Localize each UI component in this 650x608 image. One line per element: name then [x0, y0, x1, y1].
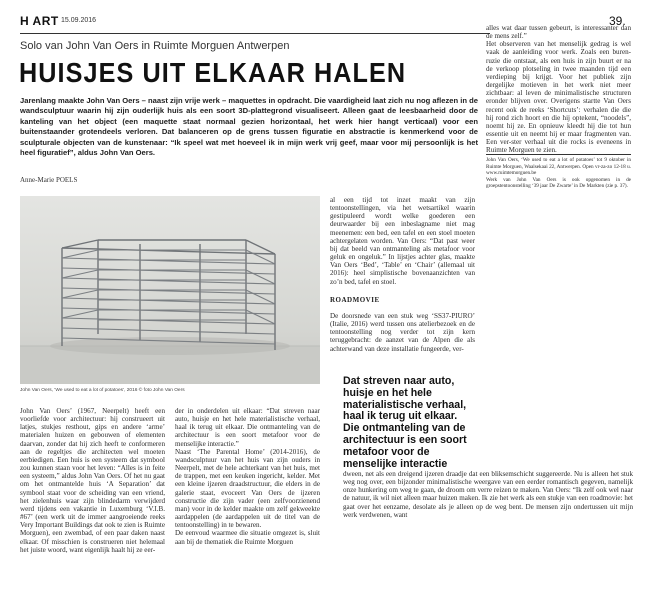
- photo-caption: John Van Oers, ‘We used to eat a lot of potatoes’, 2016 © foto John Van Oers: [20, 388, 185, 393]
- bottom-column-3: dween, net als een dreigend ijzeren draadje dat een bliksemschicht suggereerde. Nu is alleen het stuk weg nog over, een bijzonder minimalistische weergave van een eerder romantisch gegeven, namelijk onze hunkering om weg te gaan, de droom om verre reizen te maken. Van Oers: “Ik zelf ook wel naar de natuur, ik wil niet alleen maar huizen maken. Ik zie het werk als een stukje van een roadmovie: het gaat over het eenzame, desolate als je alleen op de weg bent. De mensen zijn ondertussen uit mijn werk verdwenen, want: [343, 470, 633, 519]
- info-rule: [486, 154, 631, 155]
- top-right-column: alles wat daar tussen gebeurt, is interessanter dan de mens zelf.” Het observeren van het menselijk gedrag is wel vaak de aanleiding voor werk. Zoals een buren-ruzie die ontstaat, als een huis in zijn buurt er na de verkoop plotseling in twee maanden tijd een verdieping bij krijgt. Voor het publiek zijn dergelijke motieven in het werk niet meer zichtbaar: al leven de minimalistische structuren eronder blijven over. Overigens startte Van Oers recent ook de reeks ‘Shortcuts’: verhalen die die hij rond zich hoort en die hij optekent, “noodels”, noemt hij ze. En opnieuw kleedt hij die tot hun essentie uit en neemt hij er maar fragmenten van. Een ver-ster verhaal uit die rocks is eveneens in Ruimte Morguen te zien.: [486, 24, 631, 155]
- bottom-column-2: der in onderdelen uit elkaar: “Dat streven naar auto, huisje en het hele materialistische verhaal, haal ik terug uit elkaar. Die ontmanteling van de architectuur is een soort metafoor voor de menselijke interactie.” Naast ‘The Parental Home’ (2014-2016), de wandsculptuur van het huis van zijn ouders in Neerpelt, met de hele achterkant van het huis, met de trappen, met een keuken ingericht, kelder. Met een kleine ijzeren draadstructuur, die elders in de galerie staat, evoceert Van Oers de ijzeren constructie die zijn vader (een zelfvoorzienend man) voor in de kelder maakte om zelf gekweekte aardappelen (de aardappelen uit de titel van de tentoonstelling) in te bewaren. De eenvoud waarmee die situatie omgezet is, sluit aan bij de thematiek die Ruimte Morguen: [175, 407, 320, 546]
- middle-column-text: al een tijd tot inzet maakt van zijn tentoonstellingen, via het wetsartikel waarin gestipuleerd wordt welke goederen een deurwaarder bij een inbeslagname niet mag meenemen: een bed, een tafel en een stoel moeten achtergelaten worden. Van Oers: “Dat past weer bij dat beeld van ontmanteling als metafoor voor geluk en ongeluk.” In lijstjes achter glas, maakte Van Oers ‘Bed’, ‘Table’ en ‘Chair’ (allemaal uit 2016): heel simplistische bovenaanzichten van zo’n bed, tafel en stoel.: [330, 196, 475, 286]
- section-label: H ART: [20, 14, 59, 28]
- pull-quote: Dat streven naar auto, huisje en het hele materialistische verhaal, haal ik terug uit elkaar. Die ontmanteling van de architectuur is een soort metafoor voor de menselijke interactie: [343, 375, 467, 470]
- page-number: 39.: [609, 14, 626, 28]
- middle-column-text-2: De doorsnede van een stuk weg ‘SS37-PIURO’ (Italie, 2016) werd tussen ons atelierbezoek en de tentoonstelling nog verder tot zijn kern teruggebracht: de aanzet van de Alpen die als achterwand van deze installatie fungeerde, ver-: [330, 312, 475, 353]
- header-rule: [20, 33, 490, 34]
- article-headline: HUISJES UIT ELKAAR HALEN: [19, 57, 407, 88]
- author-byline: Anne-Marie POELS: [20, 176, 78, 184]
- issue-date: 15.09.2016: [61, 17, 97, 24]
- bottom-column-1: John Van Oers’ (1967, Neerpelt) heeft een voorliefde voor architectuur: hij construeert uit latjes, stukjes resthout, gips en andere ‘arme’ materialen huizen en gebouwen of elementen daarvan, zonder dat hij zich heeft te conformeren aan de regeltjes die architecten wel moeten eerbiedigen. Een huis is een systeem dat symbool zou kunnen staan voor het leven: “Alles is in feite een systeem,” aldus John Van Oers. Of het nu gaat om het ontmantelde huis ‘A Separation’ dat symbool staat voor de scheiding van een vriend, het zielenhuis waar zijn blindedarm verwijderd werd tijdens een vakantie in Luxemburg ‘V.I.B. #67’ (een werk uit de immer aangroeiende reeks Very Important Buildings dat ook te zien is Ruimte Morguen), een zwembad, of een paar daken naast elkaar. Of misschien is construeren niet helemaal het juiste woord, want eigenlijk haalt hij ze eer-: [20, 407, 166, 554]
- subhead-roadmovie: ROADMOVIE: [330, 296, 380, 304]
- article-kicker: Solo van John Van Oers in Ruimte Morguen Antwerpen: [20, 40, 290, 52]
- exhibition-info: John Van Oers, ‘We used to eat a lot of potatoes’ tot 9 oktober in Ruimte Morguen, Waalsekaai 22, Antwerpen. Open vr-za-zo 12-18 u. www.ruimtemorguen.be Werk van John Van Oers is ook opgenomen in de groepstentoonstelling ‘39 jaar De Zwarte’ in De Markten (zie p. 37).: [486, 157, 631, 190]
- potato-rack-image: [20, 196, 320, 384]
- article-lead: Jarenlang maakte John Van Oers – naast zijn vrije werk – maquettes in opdracht. Die vaardigheid laat zich nu nog aflezen in de wandsculptuur waarin hij zijn ouderlijk huis als een soort 3D-plattegrond visualiseert. Alleen gaat de leesbaarheid door de kanteling van het object (een maquette staat normaal gezien horizontaal, het werk hier hangt verticaal) voor een buitenstaander grotendeels verloren. Dat balanceren op de grens tussen figuratie en abstractie is kenmerkend voor de sculpturale objecten van de kunstenaar: “Ik speel wat met hoeveel ik in mijn werk vrij geef, maar voor mij persoonlijk is het heel figuratief”, aldus John Van Oers.: [20, 96, 478, 158]
- artwork-photo: [20, 196, 320, 384]
